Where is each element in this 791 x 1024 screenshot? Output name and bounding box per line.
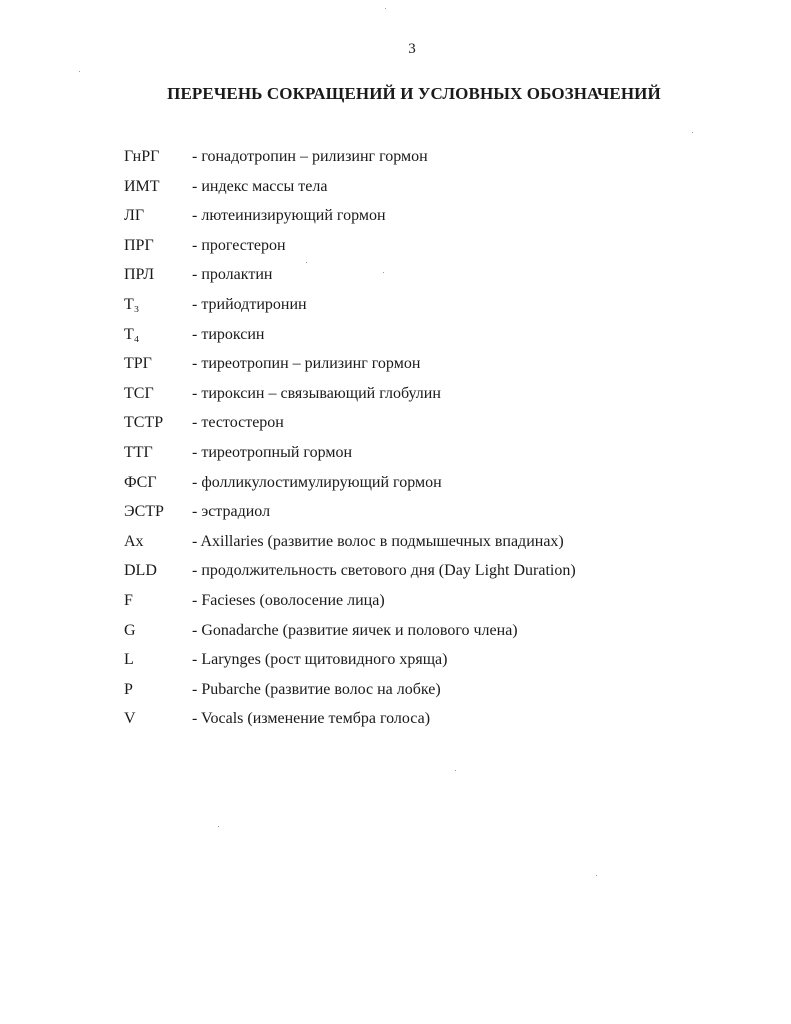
abbreviation-definition: - прогестерон: [192, 236, 286, 254]
abbreviation-definition: - тестостерон: [192, 414, 284, 432]
scan-speck: [383, 272, 384, 273]
abbreviation-row: [124, 468, 744, 498]
page-title: ПЕРЕЧЕНЬ СОКРАЩЕНИЙ И УСЛОВНЫХ ОБОЗНАЧЕНИЙ: [167, 84, 661, 103]
abbreviation-term: ИМТ: [124, 177, 160, 195]
abbreviation-row: [124, 408, 744, 438]
abbreviation-term: ТТГ: [124, 443, 153, 461]
abbreviation-term: F: [124, 591, 133, 609]
scan-speck: [385, 8, 386, 9]
abbreviation-term: T₄: [124, 325, 140, 343]
abbreviation-definition: - продолжительность светового дня (Day Light Duration): [192, 562, 576, 580]
abbreviation-definition: - Facieses (оволосение лица): [192, 591, 385, 609]
scan-speck: [218, 826, 219, 827]
abbreviation-term: T₃: [124, 295, 140, 313]
abbreviation-definition: - Gonadarche (развитие яичек и полового члена): [192, 621, 518, 639]
abbreviation-row: [124, 527, 744, 557]
abbreviation-row: [124, 616, 744, 646]
abbreviation-definition: - Pubarche (развитие волос на лобке): [192, 680, 441, 698]
abbreviation-definition: - Axillaries (развитие волос в подмышечных впадинах): [192, 532, 564, 550]
abbreviation-term: ЭСТР: [124, 503, 164, 521]
abbreviation-term: ГнРГ: [124, 148, 160, 165]
abbreviation-term: DLD: [124, 562, 157, 580]
abbreviation-row: [124, 379, 744, 409]
abbreviation-term: P: [124, 680, 133, 698]
abbreviation-row: [124, 497, 744, 527]
abbreviation-definition: - пролактин: [192, 266, 273, 284]
abbreviation-definition: - тироксин: [192, 325, 265, 343]
abbreviation-definition: - лютеинизирующий гормон: [192, 207, 386, 225]
abbreviation-definition: - тиреотропный гормон: [192, 443, 353, 461]
abbreviation-term: ФСГ: [124, 473, 157, 491]
abbreviation-row: [124, 290, 744, 320]
abbreviation-definition: - тироксин – связывающий глобулин: [192, 384, 441, 402]
abbreviation-list: [124, 142, 744, 734]
scan-speck: [79, 71, 80, 72]
abbreviation-term: Ax: [124, 532, 144, 550]
abbreviation-definition: - тиреотропин – рилизинг гормон: [192, 355, 421, 373]
abbreviation-term: ТСТР: [124, 414, 164, 432]
abbreviation-row: [124, 320, 744, 350]
abbreviation-definition: - Larynges (рост щитовидного хряща): [192, 651, 448, 669]
abbreviation-term: G: [124, 621, 136, 639]
abbreviation-row: [124, 142, 744, 172]
abbreviation-row: [124, 172, 744, 202]
scan-speck: [306, 262, 307, 263]
abbreviation-row: [124, 586, 744, 616]
abbreviation-definition: - индекс массы тела: [192, 177, 328, 195]
abbreviation-row: [124, 260, 744, 290]
abbreviation-term: ПРЛ: [124, 266, 155, 284]
abbreviation-row: [124, 704, 744, 734]
page-number: 3: [408, 41, 416, 57]
abbreviation-row: [124, 349, 744, 379]
abbreviation-term: ПРГ: [124, 236, 154, 254]
abbreviation-definition: - Vocals (изменение тембра голоса): [192, 710, 431, 728]
abbreviation-row: [124, 645, 744, 675]
abbreviation-definition: - гонадотропин – рилизинг гормон: [192, 148, 428, 165]
abbreviation-term: L: [124, 651, 134, 669]
abbreviation-term: ТСГ: [124, 384, 154, 402]
abbreviation-definition: - трийодтиронин: [192, 295, 307, 313]
abbreviation-row: [124, 438, 744, 468]
abbreviation-row: [124, 231, 744, 261]
abbreviation-row: [124, 675, 744, 705]
scan-speck: [596, 875, 597, 876]
abbreviation-definition: - фолликулостимулирующий гормон: [192, 473, 442, 491]
scan-speck: [692, 132, 693, 133]
abbreviation-row: [124, 201, 744, 231]
abbreviation-term: V: [124, 710, 136, 728]
abbreviation-term: ТРГ: [124, 355, 152, 373]
abbreviation-definition: - эстрадиол: [192, 503, 271, 521]
abbreviation-row: [124, 556, 744, 586]
abbreviation-term: ЛГ: [124, 207, 145, 225]
scan-speck: [455, 770, 456, 771]
